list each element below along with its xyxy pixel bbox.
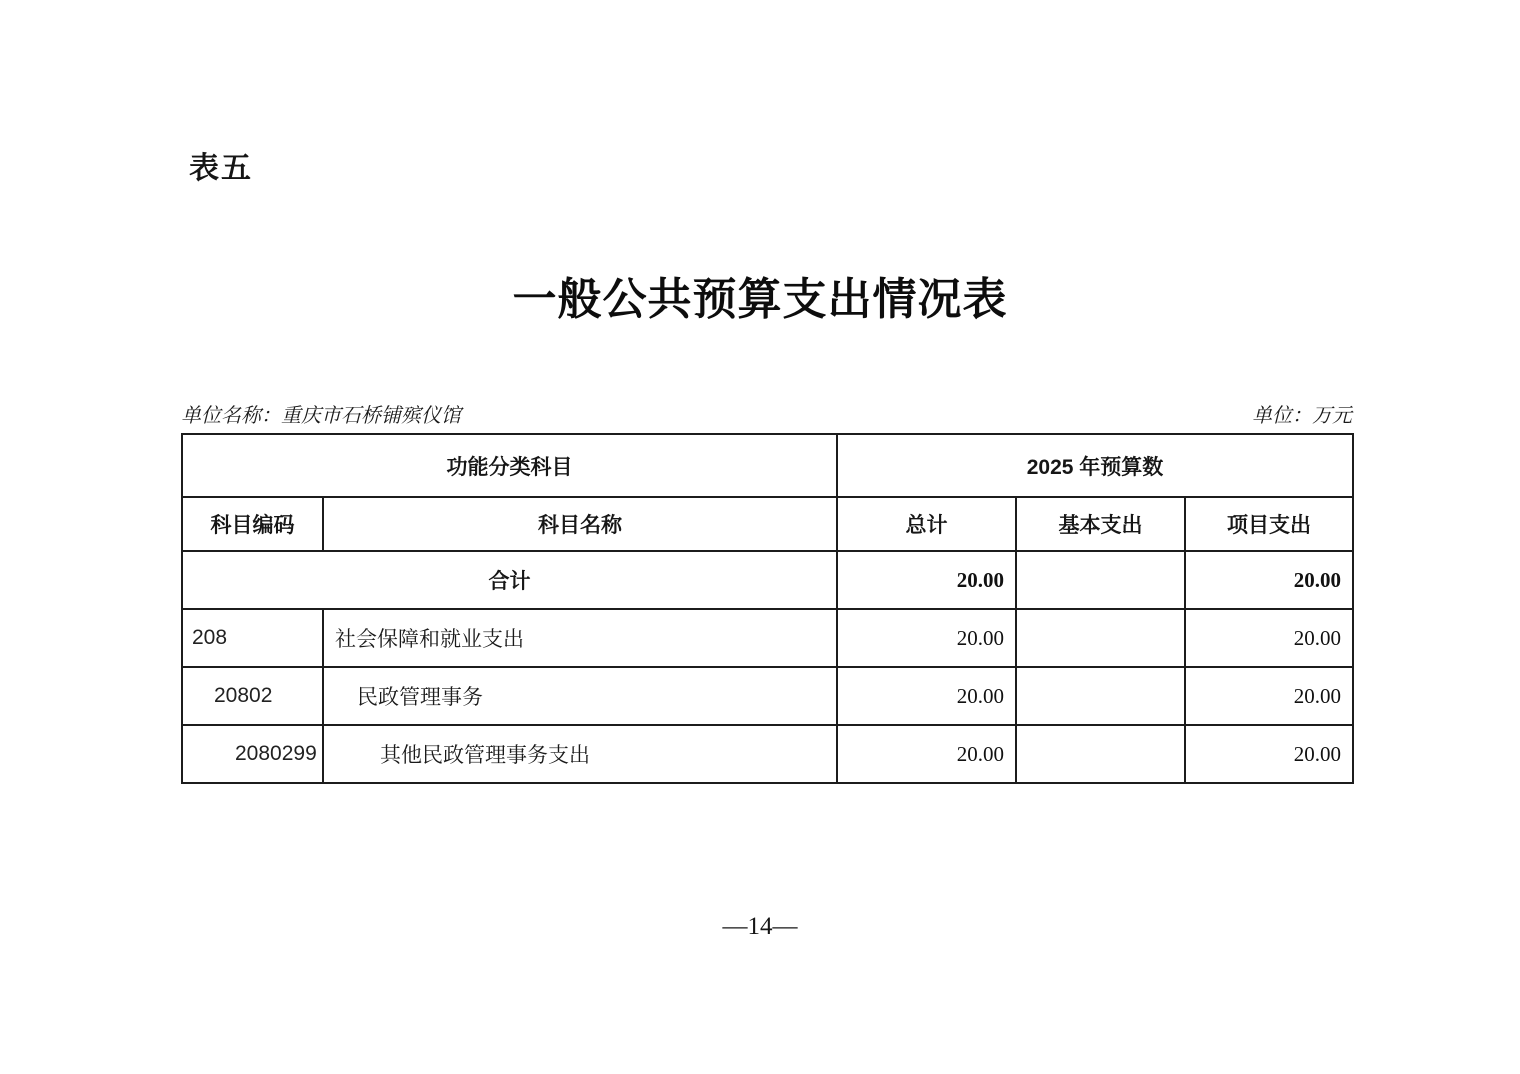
- subject-name-cell: 其他民政管理事务支出: [323, 725, 837, 783]
- header-budget-2025: 2025 年预算数: [837, 434, 1353, 497]
- column-header-subject-code: 科目编码: [182, 497, 323, 551]
- header-functional-classification: 功能分类科目: [182, 434, 837, 497]
- column-header-project-expenditure: 项目支出: [1185, 497, 1353, 551]
- project-value-cell: 20.00: [1185, 609, 1353, 667]
- page-number: —14—: [722, 913, 798, 940]
- total-row: [182, 551, 1353, 609]
- total-value-cell: 20.00: [837, 667, 1016, 725]
- total-row-project-value: 20.00: [1185, 551, 1353, 609]
- table-row: [182, 667, 1353, 725]
- table-row: [182, 609, 1353, 667]
- total-value-cell: 20.00: [837, 725, 1016, 783]
- column-header-basic-expenditure: 基本支出: [1016, 497, 1185, 551]
- column-header-row: [182, 497, 1353, 551]
- subject-code-cell: 208: [182, 609, 323, 667]
- basic-value-cell: [1016, 725, 1185, 783]
- basic-value-cell: [1016, 609, 1185, 667]
- total-row-basic-value: [1016, 551, 1185, 609]
- column-header-subject-name: 科目名称: [323, 497, 837, 551]
- total-value-cell: 20.00: [837, 609, 1016, 667]
- unit-label: 单位：万元: [1252, 405, 1352, 427]
- project-value-cell: 20.00: [1185, 725, 1353, 783]
- subject-name-cell: 社会保障和就业支出: [323, 609, 837, 667]
- column-header-total: 总计: [837, 497, 1016, 551]
- page-title: 一般公共预算支出情况表: [512, 275, 1008, 324]
- table-label: 表五: [189, 152, 253, 185]
- unit-line: [181, 399, 1352, 428]
- total-row-total-value: 20.00: [837, 551, 1016, 609]
- subject-code-cell: 2080299: [182, 725, 323, 783]
- budget-table: [181, 433, 1354, 784]
- table-row: [182, 725, 1353, 783]
- subject-name-cell: 民政管理事务: [323, 667, 837, 725]
- subject-code-cell: 20802: [182, 667, 323, 725]
- basic-value-cell: [1016, 667, 1185, 725]
- project-value-cell: 20.00: [1185, 667, 1353, 725]
- total-row-label: 合计: [182, 551, 837, 609]
- unit-name-label: 单位名称：重庆市石桥铺殡仪馆: [181, 405, 461, 427]
- header-group-row: [182, 434, 1353, 497]
